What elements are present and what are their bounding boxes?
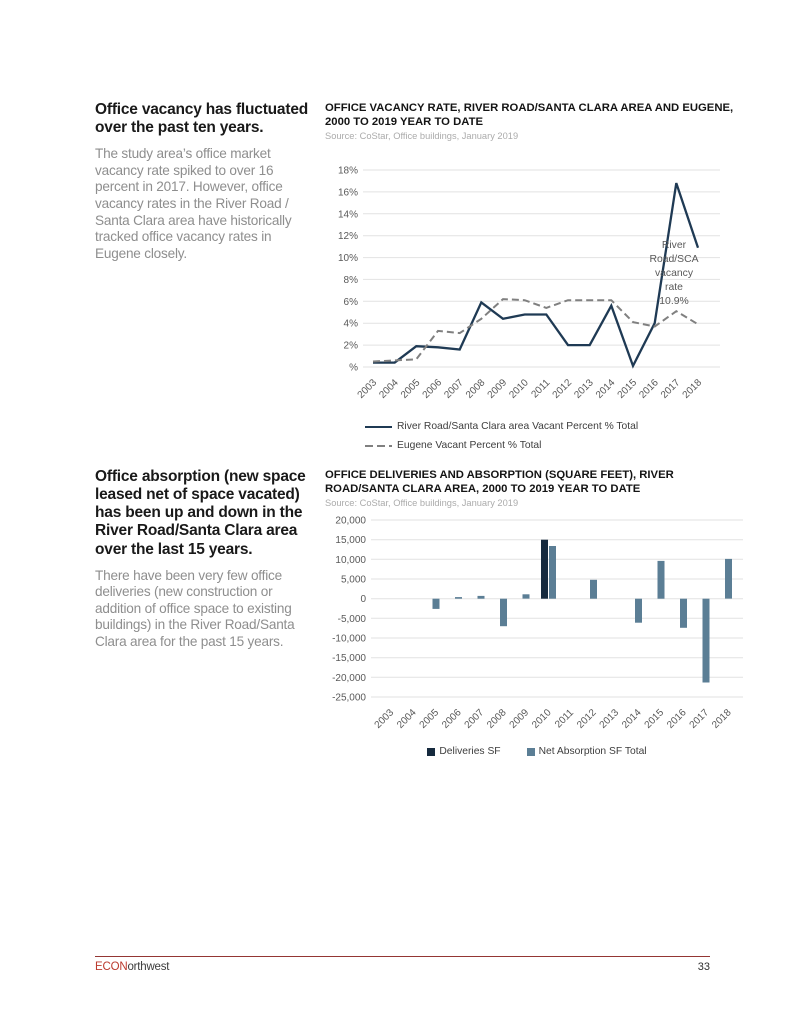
svg-text:2006: 2006: [420, 377, 445, 402]
x-axis-labels: [356, 377, 705, 401]
section-absorption: [95, 468, 749, 757]
svg-text:%: %: [349, 362, 358, 374]
svg-text:-25,000: -25,000: [332, 692, 366, 704]
legend-item-eugene: [365, 436, 749, 455]
x-axis-labels: [373, 707, 734, 731]
svg-text:2018: 2018: [710, 707, 734, 732]
svg-text:2010: 2010: [530, 707, 554, 732]
y-axis-labels: [338, 166, 358, 374]
bar: [500, 599, 507, 627]
legend-item-river-road: [365, 417, 749, 436]
svg-text:2012: 2012: [575, 707, 599, 732]
svg-text:2014: 2014: [620, 707, 644, 732]
gridlines: [371, 520, 743, 697]
svg-text:18%: 18%: [337, 165, 358, 177]
svg-text:2009: 2009: [507, 707, 532, 732]
bar: [725, 559, 732, 599]
svg-text:Road/SCA: Road/SCA: [649, 254, 699, 266]
vacancy-chart-column: [325, 101, 749, 455]
series-line-solid: [373, 184, 698, 367]
chart-annotation: [649, 240, 698, 307]
svg-text:2011: 2011: [529, 377, 553, 401]
bar: [590, 580, 597, 599]
legend-label: Deliveries SF: [439, 746, 501, 758]
svg-text:2006: 2006: [440, 707, 464, 732]
absorption-heading: Office absorption (new space leased net of space vacated) has been up and down in the River Road/Santa Clara area over the last 15 years.: [95, 468, 306, 558]
svg-text:20,000: 20,000: [335, 515, 366, 527]
vacancy-heading: Office vacancy has fluctuated over the past ten years.: [95, 101, 309, 137]
footer-rule: [95, 956, 710, 957]
svg-text:2018: 2018: [680, 377, 705, 402]
svg-text:6%: 6%: [343, 297, 358, 309]
svg-text:5,000: 5,000: [340, 574, 366, 586]
svg-text:rate: rate: [665, 282, 683, 294]
absorption-chart-source: Source: CoStar, Office buildings, January 2019: [325, 498, 519, 509]
bar: [549, 546, 556, 599]
svg-text:2016: 2016: [637, 377, 661, 402]
svg-text:-20,000: -20,000: [332, 673, 366, 685]
svg-text:0: 0: [360, 594, 366, 606]
svg-text:2017: 2017: [658, 377, 683, 402]
svg-text:2016: 2016: [665, 707, 689, 732]
svg-text:2013: 2013: [597, 707, 622, 732]
logo-orthwest: orthwest: [127, 961, 170, 973]
svg-text:-15,000: -15,000: [332, 653, 366, 665]
legend-label: Eugene Vacant Percent % Total: [397, 440, 542, 452]
bar: [433, 599, 440, 609]
y-axis-labels: [332, 516, 366, 704]
logo-econ: ECON: [95, 961, 128, 973]
svg-text:2007: 2007: [462, 707, 487, 732]
svg-text:2014: 2014: [593, 377, 618, 402]
svg-text:10.9%: 10.9%: [659, 296, 689, 308]
absorption-body: There have been very few office deliveries (new construction or addition of office space to existing buildings) in the River Road/Santa Clara area for the past 15 years.: [95, 567, 295, 649]
svg-text:15,000: 15,000: [335, 535, 366, 547]
net-absorption-swatch: [527, 748, 535, 756]
svg-text:2012: 2012: [550, 377, 575, 402]
svg-text:16%: 16%: [337, 187, 358, 199]
legend-label: Net Absorption SF Total: [538, 746, 647, 758]
bar: [680, 599, 687, 628]
vacancy-text-column: [95, 101, 313, 455]
page-number: 33: [697, 961, 710, 973]
svg-text:2011: 2011: [553, 707, 577, 731]
svg-text:2013: 2013: [572, 377, 596, 402]
bar: [541, 540, 548, 599]
svg-text:2007: 2007: [442, 377, 466, 402]
series-line-dashed: [373, 300, 698, 362]
absorption-chart-legend: [325, 746, 749, 757]
svg-text:2010: 2010: [507, 377, 531, 402]
svg-text:vacancy: vacancy: [654, 268, 694, 280]
absorption-bar-chart: [325, 511, 749, 743]
svg-text:2017: 2017: [687, 707, 712, 732]
vacancy-body: The study area’s office market vacancy rate spiked to over 16 percent in 2017. However, office vacancy rates in the River Road / Santa Clara area have historically tracked office vacancy rates in Eugene closely.: [95, 146, 292, 261]
svg-text:8%: 8%: [343, 275, 358, 287]
absorption-chart-column: [325, 468, 749, 757]
solid-line-marker: [365, 426, 392, 429]
svg-text:2015: 2015: [642, 707, 667, 732]
absorption-text-column: [95, 468, 313, 757]
svg-text:14%: 14%: [337, 209, 358, 221]
svg-text:2008: 2008: [463, 377, 488, 402]
svg-text:12%: 12%: [337, 231, 358, 243]
svg-text:4%: 4%: [343, 319, 358, 331]
legend-item-net-absorption: [527, 746, 647, 757]
svg-text:2005: 2005: [398, 377, 423, 402]
bar: [478, 596, 485, 599]
svg-text:2004: 2004: [377, 377, 401, 402]
legend-item-deliveries: [427, 746, 500, 757]
vacancy-chart-source: Source: CoStar, Office buildings, January 2019: [325, 131, 519, 142]
bar: [635, 599, 642, 623]
svg-text:10,000: 10,000: [335, 555, 366, 567]
bar: [455, 598, 462, 600]
vacancy-chart-title: OFFICE VACANCY RATE, RIVER ROAD/SANTA CLARA AREA AND EUGENE, 2000 TO 2019 YEAR TO DATE: [325, 102, 734, 129]
vacancy-line-chart: [325, 144, 749, 416]
svg-text:2003: 2003: [355, 377, 380, 402]
svg-text:10%: 10%: [337, 253, 358, 265]
svg-text:2015: 2015: [615, 377, 640, 402]
vacancy-chart-legend: [365, 417, 749, 455]
bar: [658, 561, 665, 599]
legend-label: River Road/Santa Clara area Vacant Percent % Total: [397, 421, 639, 433]
section-vacancy: [95, 101, 749, 455]
bar: [703, 599, 710, 683]
absorption-chart-title: OFFICE DELIVERIES AND ABSORPTION (SQUARE FEET), RIVER ROAD/SANTA CLARA AREA, 2000 TO 2019 YEAR TO DATE: [325, 469, 674, 496]
svg-text:2003: 2003: [372, 707, 397, 732]
svg-text:2005: 2005: [417, 707, 442, 732]
svg-text:-10,000: -10,000: [332, 633, 366, 645]
deliveries-swatch: [427, 748, 435, 756]
svg-text:2004: 2004: [395, 707, 419, 732]
bars: [433, 540, 733, 683]
svg-text:-5,000: -5,000: [337, 614, 366, 626]
svg-text:2009: 2009: [485, 377, 510, 402]
svg-text:River: River: [661, 240, 687, 252]
bar: [523, 595, 530, 599]
svg-text:2008: 2008: [485, 707, 509, 732]
dashed-line-marker: [365, 445, 392, 448]
svg-text:2%: 2%: [343, 341, 358, 353]
econorthwest-logo: [95, 961, 169, 973]
